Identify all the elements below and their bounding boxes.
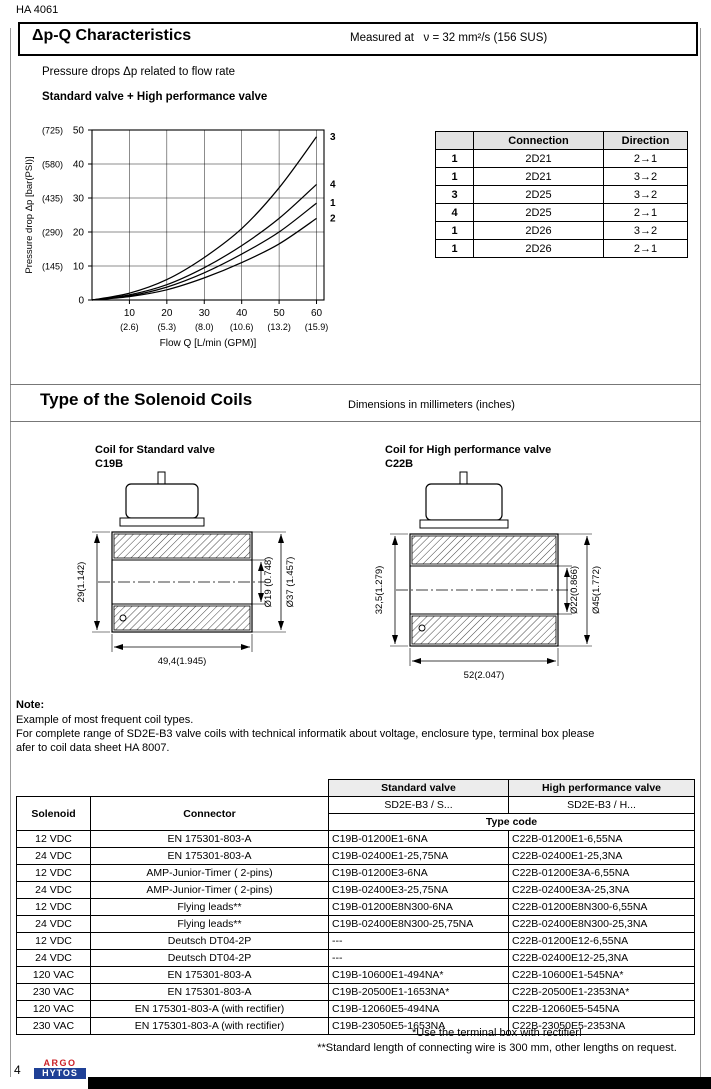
connection-col-direction: Direction xyxy=(604,132,688,150)
curve-label-4: 4 xyxy=(330,179,336,191)
y-tick-label: 50 xyxy=(72,125,84,137)
dimension-length xyxy=(112,634,252,652)
coil-table-row: 12 VDC AMP-Junior-Timer ( 2-pins) C19B-01200E3-6NA C22B-01200E3A-6,55NA xyxy=(17,865,695,882)
y-axis-title: Pressure drop Δp [bar(PSI)] xyxy=(24,156,35,274)
note-line-3: afer to coil data sheet HA 8007. xyxy=(16,742,170,754)
connection-col-connection: Connection xyxy=(474,132,604,150)
x-tick-label: 20 xyxy=(161,308,173,319)
connector-plug-body xyxy=(126,484,198,518)
winding-hatch-bottom xyxy=(412,616,556,644)
dim-label-height: 29(1.142) xyxy=(76,561,87,603)
coil-standard-caption-line2: C19B xyxy=(95,458,124,470)
page-border-right xyxy=(700,28,701,1077)
connector-plug-body xyxy=(426,484,502,520)
connector-pin xyxy=(460,472,467,484)
x-tick-label: 10 xyxy=(123,308,135,319)
intro-text: Pressure drops Δp related to flow rate xyxy=(42,66,236,78)
note-label: Note: xyxy=(16,699,45,711)
dim-label-length: 52(2.047) xyxy=(463,670,505,681)
coil-table-blank-cell xyxy=(17,780,329,797)
coil-table-series-row xyxy=(17,797,695,814)
plot-border xyxy=(92,130,324,300)
note-line-2: For complete range of SD2E-B3 valve coils with technical informatik about voltage, enclosure type, terminal box please xyxy=(16,728,595,740)
section-divider-top xyxy=(10,384,701,385)
x-tick-gpm-label: (10.6) xyxy=(229,322,254,332)
coil-table-row: 12 VDC Flying leads** C19B-01200E8N300-6NA C22B-01200E8N300-6,55NA xyxy=(17,899,695,916)
connection-table-header-row xyxy=(436,132,688,150)
coil-table-row: 12 VDC EN 175301-803-A C19B-01200E1-6NA C22B-01200E1-6,55NA xyxy=(17,831,695,848)
coil-table-row: 12 VDC Deutsch DT04-2P --- C22B-01200E12-6,55NA xyxy=(17,933,695,950)
x-tick-gpm-label: (15.9) xyxy=(304,322,329,332)
coil-standard-caption-line1: Coil for Standard valve xyxy=(95,444,215,456)
dim-label-inner-diameter: Ø22(0.866) xyxy=(569,565,580,615)
connection-col-blank xyxy=(436,132,474,150)
coil-table-col-high-performance: High performance valve xyxy=(509,780,695,797)
coil-table-type-code-header: Type code xyxy=(329,814,695,831)
page-number: 4 xyxy=(14,1063,21,1077)
logo-argo-text: ARGO xyxy=(43,1058,77,1068)
connection-table-row: 4 2D25 2→1 xyxy=(436,204,688,222)
footnotes xyxy=(300,1026,694,1056)
x-tick-gpm-label: (5.3) xyxy=(157,322,177,332)
connector-plug-flange xyxy=(120,518,204,526)
x-tick-gpm-label: (13.2) xyxy=(267,322,291,332)
coil-table-row: 230 VAC EN 175301-803-A (with rectifier) C19B-23050E5-1653NA C22B-23050E5-2353NA xyxy=(17,1018,695,1035)
curve-label-3: 3 xyxy=(330,131,336,143)
connection-table-row: 1 2D21 2→1 xyxy=(436,150,688,168)
footnote-2: **Standard length of connecting wire is 300 mm, other lengths on request. xyxy=(317,1042,677,1054)
wire-hole xyxy=(120,615,126,621)
connection-table-row: 1 2D26 2→1 xyxy=(436,240,688,258)
coil-table-col-solenoid: Solenoid xyxy=(17,797,91,831)
y-tick-psi-label: (580) xyxy=(41,159,63,170)
connector-plug-flange xyxy=(420,520,508,528)
y-tick-label: 40 xyxy=(72,159,84,171)
section-dpq-title: Δp-Q Characteristics xyxy=(32,27,192,44)
coil-type-table xyxy=(16,779,695,1035)
measured-at-line xyxy=(350,32,547,44)
y-tick-label: 10 xyxy=(72,261,84,273)
connection-table-row: 1 2D21 3→2 xyxy=(436,168,688,186)
coil-drawing-high-performance xyxy=(368,470,613,720)
section-divider-bottom xyxy=(10,421,701,422)
y-tick-psi-label: (290) xyxy=(41,227,63,238)
coil-standard-caption xyxy=(95,443,215,471)
coil-table-col-standard: Standard valve xyxy=(329,780,509,797)
dim-label-inner-diameter: Ø19 (0.748) xyxy=(263,556,274,608)
coil-hp-caption-line2: C22B xyxy=(385,458,414,470)
argo-hytos-logo xyxy=(34,1059,86,1079)
coil-table-hp-series: SD2E-B3 / H... xyxy=(509,797,695,814)
coil-table-valve-header-row xyxy=(17,780,695,797)
connector-pin xyxy=(158,472,165,484)
x-tick-label: 60 xyxy=(310,308,323,319)
coil-table-row: 24 VDC Deutsch DT04-2P --- C22B-02400E12-25,3NA xyxy=(17,950,695,967)
curve-label-2: 2 xyxy=(330,213,336,225)
y-tick-label: 20 xyxy=(72,227,84,239)
connection-table-row: 1 2D26 3→2 xyxy=(436,222,688,240)
footer-bar xyxy=(88,1077,711,1089)
coil-table-row: 230 VAC EN 175301-803-A C19B-20500E1-1653NA* C22B-20500E1-2353NA* xyxy=(17,984,695,1001)
dimension-length xyxy=(410,648,558,666)
dim-label-outer-diameter: Ø37 (1.457) xyxy=(285,556,296,608)
section-coils-subtitle: Dimensions in millimeters (inches) xyxy=(348,399,515,411)
winding-hatch-top xyxy=(114,534,250,558)
x-tick-gpm-label: (8.0) xyxy=(195,322,214,332)
x-tick-label: 30 xyxy=(198,308,210,319)
connection-table-row: 3 2D25 3→2 xyxy=(436,186,688,204)
coil-table-standard-series: SD2E-B3 / S... xyxy=(329,797,509,814)
dpq-chart xyxy=(20,110,355,362)
coil-hp-caption xyxy=(385,443,551,471)
coil-table-row: 24 VDC EN 175301-803-A C19B-02400E1-25,75NA C22B-02400E1-25,3NA xyxy=(17,848,695,865)
measured-value: ν = 32 mm²/s (156 SUS) xyxy=(423,32,548,44)
wire-hole xyxy=(419,625,425,631)
connection-table xyxy=(435,131,688,258)
x-tick-label: 50 xyxy=(273,308,285,319)
doc-reference: HA 4061 xyxy=(16,4,59,16)
x-axis-title: Flow Q [L/min (GPM)] xyxy=(159,338,257,349)
coil-table-row: 120 VAC EN 175301-803-A (with rectifier) C19B-12060E5-494NA C22B-12060E5-545NA xyxy=(17,1001,695,1018)
section-dpq-header xyxy=(18,22,698,56)
coil-drawing-standard xyxy=(70,470,305,700)
coil-hp-caption-line1: Coil for High performance valve xyxy=(385,444,552,456)
x-tick-gpm-label: (2.6) xyxy=(120,322,139,332)
y-tick-psi-label: (435) xyxy=(41,193,63,204)
y-tick-psi-label: (725) xyxy=(41,125,63,136)
y-tick-label: 0 xyxy=(78,295,84,307)
y-tick-psi-label: (145) xyxy=(41,261,63,272)
dim-label-height: 32,5(1.279) xyxy=(374,565,385,615)
logo-hytos-text: HYTOS xyxy=(34,1068,86,1079)
valves-line: Standard valve + High performance valve xyxy=(42,91,268,103)
page-border-left xyxy=(10,28,11,1077)
winding-hatch-bottom xyxy=(114,606,250,630)
coil-table-row: 24 VDC AMP-Junior-Timer ( 2-pins) C19B-02400E3-25,75NA C22B-02400E3A-25,3NA xyxy=(17,882,695,899)
x-tick-label: 40 xyxy=(236,308,248,319)
coil-table-col-connector: Connector xyxy=(91,797,329,831)
note-line-1: Example of most frequent coil types. xyxy=(16,714,194,726)
curve-label-1: 1 xyxy=(330,198,336,210)
dim-label-length: 49,4(1.945) xyxy=(157,656,207,667)
winding-hatch-top xyxy=(412,536,556,564)
section-coils-title: Type of the Solenoid Coils xyxy=(40,390,253,409)
coil-table-row: 120 VAC EN 175301-803-A C19B-10600E1-494NA* C22B-10600E1-545NA* xyxy=(17,967,695,984)
coil-table-row: 24 VDC Flying leads** C19B-02400E8N300-25,75NA C22B-02400E8N300-25,3NA xyxy=(17,916,695,933)
dim-label-outer-diameter: Ø45(1.772) xyxy=(591,565,602,615)
measured-prefix: Measured at xyxy=(350,32,414,44)
y-tick-label: 30 xyxy=(72,193,84,205)
footnote-1: *Use the terminal box with rectifier! xyxy=(412,1027,582,1039)
